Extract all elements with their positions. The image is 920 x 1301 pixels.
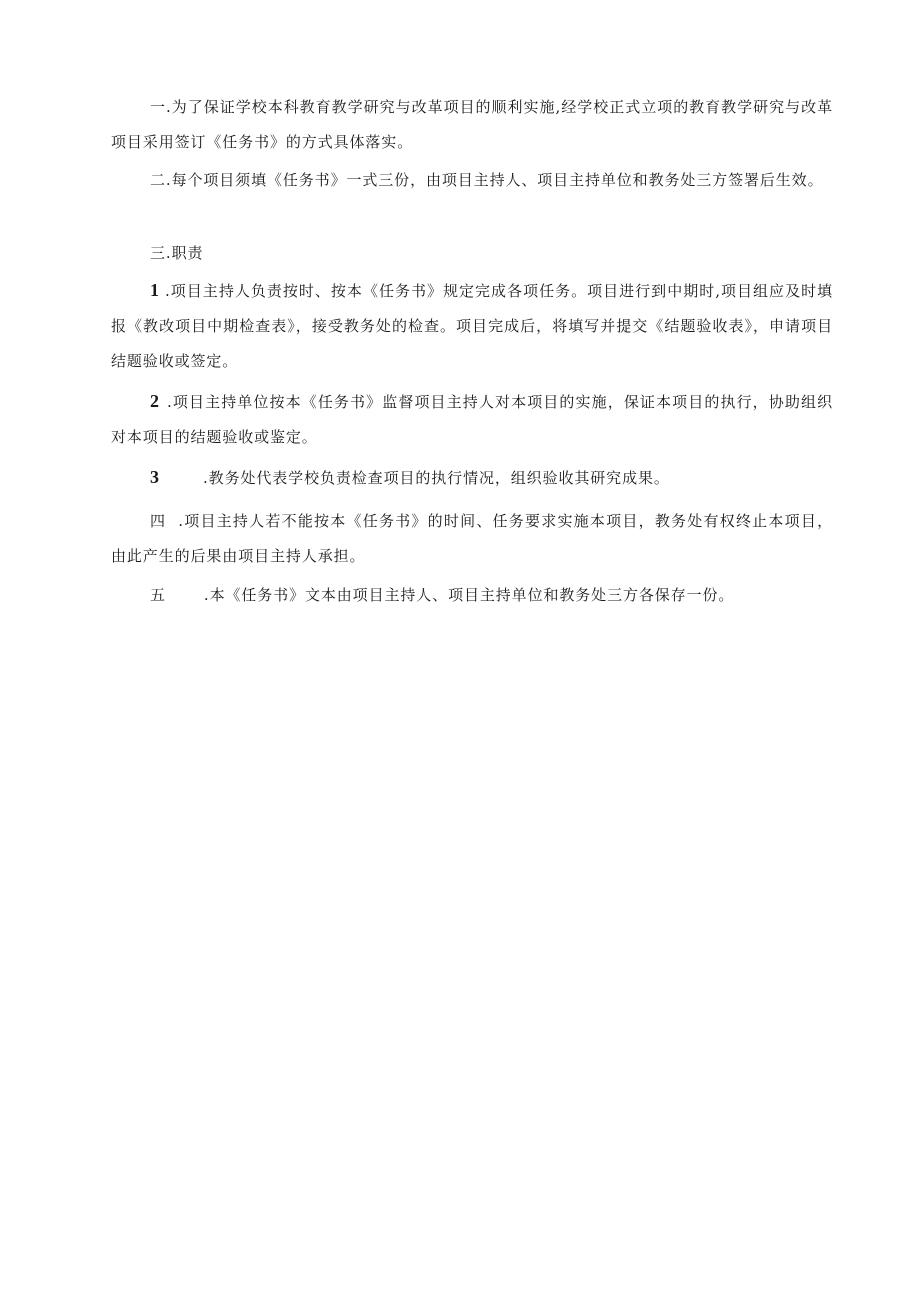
duty-item-1-number: 1 bbox=[150, 280, 159, 300]
section-3-text: 职责 bbox=[171, 244, 204, 262]
section-4-marker: 四 bbox=[150, 512, 167, 530]
section-3-marker: 三. bbox=[150, 244, 172, 262]
section-2-text: 每个项目须填《任务书》一式三份，由项目主持人、项目主持单位和教务处三方签署后生效。 bbox=[171, 171, 824, 189]
section-2 bbox=[111, 163, 833, 198]
section-5-text: .本《任务书》文本由项目主持人、项目主持单位和教务处三方各保存一份。 bbox=[203, 586, 735, 604]
section-3-heading bbox=[111, 236, 833, 271]
section-2-marker: 二. bbox=[150, 171, 172, 189]
section-1-text: 为了保证学校本科教育教学研究与改革项目的顺利实施,经学校正式立项的教育教学研究与改革项目采用签订《任务书》的方式具体落实。 bbox=[111, 98, 833, 151]
duty-item-1 bbox=[111, 273, 833, 379]
duty-item-1-text: .项目主持人负责按时、按本《任务书》规定完成各项任务。项目进行到中期时,项目组应及时填报《教改项目中期检查表》，接受教务处的检查。项目完成后，将填写并提交《结题验收表》，申请项目结题验收或签定。 bbox=[111, 282, 833, 370]
duty-item-2-number: 2 bbox=[150, 391, 159, 411]
duty-item-3-text: .教务处代表学校负责检查项目的执行情况，组织验收其研究成果。 bbox=[203, 469, 670, 487]
duty-item-3-number: 3 bbox=[150, 467, 159, 487]
duty-item-2 bbox=[111, 384, 833, 455]
section-1 bbox=[111, 90, 833, 160]
section-5-marker: 五 bbox=[150, 586, 166, 604]
duty-item-2-text: .项目主持单位按本《任务书》监督项目主持人对本项目的实施，保证本项目的执行，协助组织对本项目的结题验收或鉴定。 bbox=[111, 393, 833, 446]
section-4-text: .项目主持人若不能按本《任务书》的时间、任务要求实施本项目，教务处有权终止本项目，由此产生的后果由项目主持人承担。 bbox=[111, 512, 833, 565]
section-5 bbox=[111, 578, 833, 613]
section-1-marker: 一. bbox=[150, 98, 172, 116]
section-4 bbox=[111, 504, 833, 574]
duty-item-3 bbox=[111, 460, 833, 496]
